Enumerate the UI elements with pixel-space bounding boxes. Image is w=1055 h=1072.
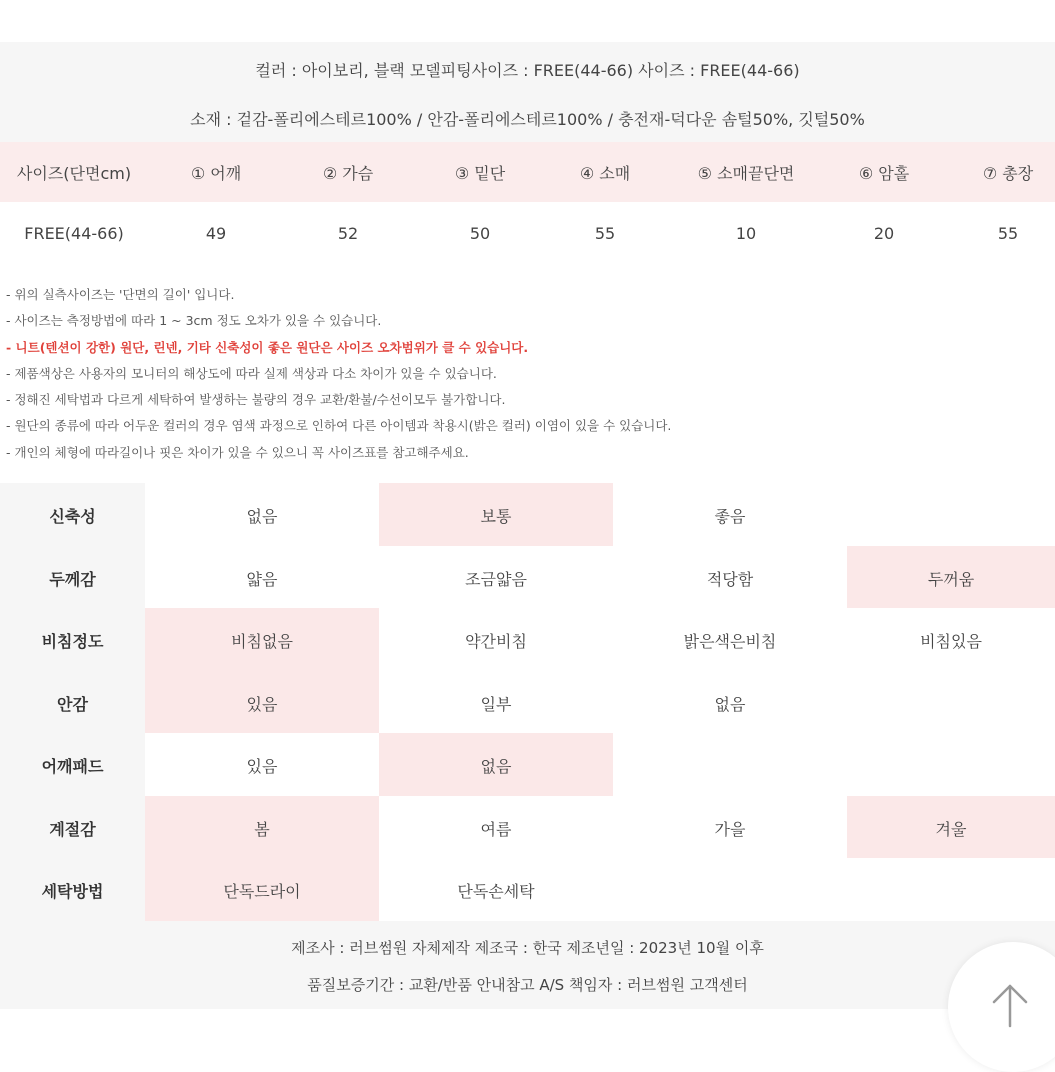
attribute-option: 봄 (254, 819, 270, 839)
size-notes (6, 284, 671, 468)
note-item: - 원단의 종류에 따라 어두운 컬러의 경우 염색 과정으로 인하여 다른 아이템과 착용시(밝은 컬러) 이염이 있을 수 있습니다. (6, 418, 672, 434)
attribute-option: 약간비침 (465, 632, 527, 651)
attribute-label: 안감 (57, 694, 88, 714)
size-header-hem: ③ 밑단 (454, 164, 506, 183)
attribute-option: 얇음 (246, 569, 278, 589)
attribute-label: 계절감 (49, 819, 96, 839)
note-item: - 개인의 체형에 따라길이나 핏은 차이가 있을 수 있으니 꼭 사이즈표를 참고해주세요. (6, 444, 469, 460)
size-value-armhole: 20 (873, 224, 895, 243)
size-value-length: 55 (997, 224, 1019, 243)
top-spacer (0, 0, 1055, 42)
attribute-option: 있음 (246, 757, 278, 776)
attribute-label: 어깨패드 (41, 757, 104, 776)
attribute-option: 없음 (714, 694, 746, 714)
note-item: - 위의 실측사이즈는 '단면의 길이' 입니다. (6, 287, 235, 302)
info-color-size: 컬러 : 아이보리, 블랙 모델피팅사이즈 : FREE(44-66) 사이즈 : FREE(44-66) (255, 61, 800, 80)
attribute-option: 없음 (480, 757, 512, 776)
attribute-label: 신축성 (49, 507, 96, 526)
attribute-label: 세탁방법 (41, 882, 104, 901)
size-header-cuff: ⑤ 소매끝단면 (697, 164, 795, 183)
note-item: - 제품색상은 사용자의 모니터의 해상도에 따라 실제 색상과 다소 차이가 있을 수 있습니다. (6, 365, 497, 381)
attribute-option: 여름 (480, 819, 512, 839)
note-item: - 정해진 세탁법과 다르게 세탁하여 발생하는 불량의 경우 교환/환불/수선이모두 불가합니다. (6, 392, 506, 408)
attribute-option: 두꺼움 (927, 569, 975, 589)
size-table-row (0, 202, 1055, 264)
attribute-option: 가을 (714, 819, 746, 839)
attribute-option: 적당함 (706, 569, 754, 589)
attribute-option: 겨울 (935, 819, 967, 839)
arrow-up-icon (988, 980, 1032, 1030)
attribute-label: 두께감 (49, 569, 96, 589)
attribute-label: 비침정도 (41, 632, 104, 651)
attribute-option: 있음 (246, 694, 278, 714)
size-value-label: FREE(44-66) (24, 224, 124, 243)
size-value-cuff: 10 (735, 224, 757, 243)
attribute-option: 단독드라이 (223, 882, 301, 901)
size-value-shoulder: 49 (205, 224, 227, 243)
attribute-option: 단독손세탁 (457, 882, 535, 901)
attribute-option: 보통 (480, 507, 512, 526)
note-item-warning: - 니트(텐션이 강한) 원단, 린넨, 기타 신축성이 좋은 원단은 사이즈 오차범위가 클 수 있습니다. (6, 339, 529, 355)
note-item: - 사이즈는 측정방법에 따라 1 ~ 3cm 정도 오차가 있을 수 있습니다. (6, 313, 382, 329)
size-header-label: 사이즈(단면cm) (16, 164, 132, 183)
attribute-option: 비침없음 (231, 632, 293, 651)
size-header-sleeve: ④ 소매 (579, 164, 631, 183)
footer-manufacturer: 제조사 : 러브썸원 자체제작 제조국 : 한국 제조년일 : 2023년 10월 이후 (291, 939, 764, 957)
attribute-table (0, 483, 1055, 921)
size-header-shoulder: ① 어깨 (190, 164, 242, 183)
size-header-length: ⑦ 총장 (982, 164, 1034, 183)
attribute-option: 밝은색은비침 (683, 632, 777, 651)
footer-warranty: 품질보증기간 : 교환/반품 안내참고 A/S 책임자 : 러브썸원 고객센터 (307, 976, 748, 994)
size-value-sleeve: 55 (594, 224, 616, 243)
info-material: 소재 : 겉감-폴리에스테르100% / 안감-폴리에스테르100% / 충전재-덕다운 솜털50%, 깃털50% (190, 110, 865, 129)
attribute-option: 좋음 (714, 507, 746, 526)
attribute-option: 없음 (246, 507, 278, 526)
size-value-hem: 50 (469, 224, 491, 243)
size-header-chest: ② 가슴 (322, 164, 374, 183)
size-value-chest: 52 (337, 224, 359, 243)
size-header-armhole: ⑥ 암홀 (858, 164, 910, 183)
attribute-option: 비침있음 (920, 632, 982, 651)
footer-box (0, 921, 1055, 1009)
attribute-option: 일부 (480, 694, 512, 714)
attribute-option: 조금얇음 (465, 569, 527, 589)
